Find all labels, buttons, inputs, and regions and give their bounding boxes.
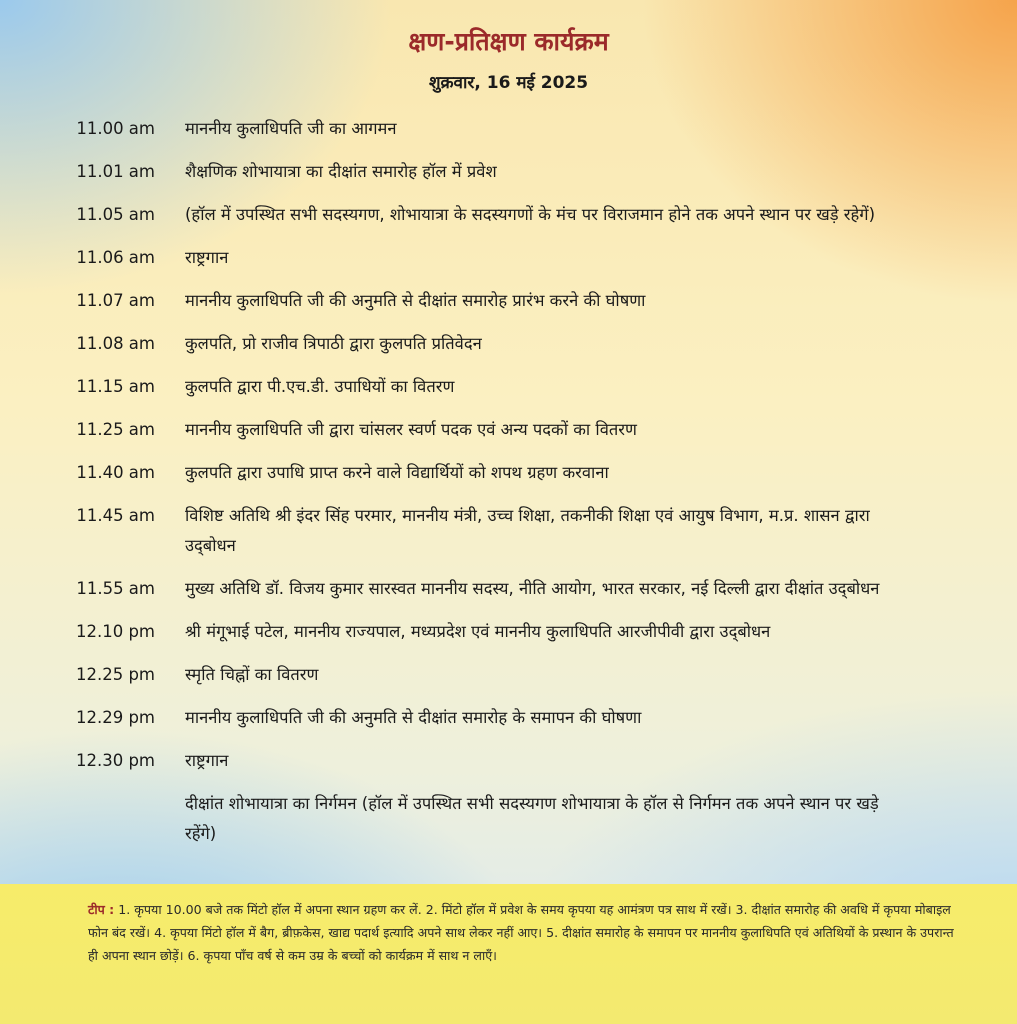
schedule-row <box>0 329 1017 359</box>
schedule-event: दीक्षांत शोभायात्रा का निर्गमन (हॉल में उपस्थित सभी सदस्यगण शोभायात्रा के हॉल से निर्गमन तक अपने स्थान पर खड़े रहेंगे) <box>185 794 879 843</box>
schedule-row <box>0 200 1017 230</box>
tips-text <box>88 898 956 967</box>
schedule-list <box>0 114 1017 862</box>
event-date: शुक्रवार, 16 मई 2025 <box>428 73 589 93</box>
schedule-time: 11.08 am <box>76 334 155 353</box>
schedule-event: श्री मंगूभाई पटेल, माननीय राज्यपाल, मध्यप्रदेश एवं माननीय कुलाधिपति आरजीपीवी द्वारा उद्‍बोधन <box>185 622 771 641</box>
schedule-row <box>0 243 1017 273</box>
schedule-row <box>0 501 1017 561</box>
schedule-row <box>0 415 1017 445</box>
schedule-event: कुलपति द्वारा पी.एच.डी. उपाधियों का वितरण <box>185 377 455 396</box>
schedule-time: 11.25 am <box>76 420 155 439</box>
schedule-time: 12.10 pm <box>75 622 155 641</box>
schedule-event: स्मृति चिह्नों का वितरण <box>185 665 319 684</box>
schedule-time: 11.07 am <box>76 291 155 310</box>
schedule-row <box>0 114 1017 144</box>
tips-box <box>0 884 1017 1024</box>
tips-body: 1. कृपया 10.00 बजे तक मिंटो हॉल में अपना स्थान ग्रहण कर लें. 2. मिंटो हॉल में प्रवेश के समय कृपया यह आमंत्रण पत्र साथ में रखें। 3. दीक्षांत समारोह की अवधि में कृपया मोबाइल फोन बंद रखें। 4. कृपया मिंटो हॉल में बैग, ब्रीफ़केस, खाद्य पदार्थ इत्यादि अपने साथ लेकर नहीं आए। 5. दीक्षांत समारोह के समापन पर माननीय कुलाधिपति एवं अतिथियों के प्रस्थान के उपरान्त ही अपना स्थान छोड़ें। 6. कृपया पाँच वर्ष से कम उम्र के बच्चों को कार्यक्रम में साथ न लाएँ। <box>88 902 954 963</box>
schedule-time: 11.45 am <box>76 506 155 525</box>
schedule-event: माननीय कुलाधिपति जी का आगमन <box>185 119 397 138</box>
schedule-row <box>0 660 1017 690</box>
page-title: क्षण-प्रतिक्षण कार्यक्रम <box>408 27 609 56</box>
schedule-event: विशिष्ट अतिथि श्री इंदर सिंह परमार, माननीय मंत्री, उच्च शिक्षा, तकनीकी शिक्षा एवं आयुष विभाग, म.प्र. शासन द्वारा उद्‍बोधन <box>185 506 870 555</box>
schedule-event: कुलपति, प्रो राजीव त्रिपाठी द्वारा कुलपति प्रतिवेदन <box>185 334 482 353</box>
schedule-row <box>0 703 1017 733</box>
schedule-time: 11.40 am <box>76 463 155 482</box>
schedule-time: 11.05 am <box>76 205 155 224</box>
schedule-event: राष्ट्रगान <box>185 248 229 267</box>
schedule-time: 12.25 pm <box>75 665 155 684</box>
schedule-event: कुलपति द्वारा उपाधि प्राप्त करने वाले विद्यार्थियों को शपथ ग्रहण करवाना <box>185 463 609 482</box>
schedule-row <box>0 286 1017 316</box>
schedule-event: माननीय कुलाधिपति जी की अनुमति से दीक्षांत समारोह प्रारंभ करने की घोषणा <box>185 291 646 310</box>
schedule-row <box>0 746 1017 776</box>
schedule-event: माननीय कुलाधिपति जी द्वारा चांसलर स्वर्ण पदक एवं अन्य पदकों का वितरण <box>185 420 637 439</box>
schedule-event: (हॉल में उपस्थित सभी सदस्यगण, शोभायात्रा के सदस्यगणों के मंच पर विराजमान होने तक अपने स्थान पर खड़े रहेगें) <box>185 205 876 224</box>
schedule-time: 12.30 pm <box>75 751 155 770</box>
schedule-time: 11.06 am <box>76 248 155 267</box>
schedule-row <box>0 157 1017 187</box>
schedule-time: 11.00 am <box>76 119 155 138</box>
schedule-event: शैक्षणिक शोभायात्रा का दीक्षांत समारोह हॉल में प्रवेश <box>185 162 497 181</box>
schedule-event: माननीय कुलाधिपति जी की अनुमति से दीक्षांत समारोह के समापन की घोषणा <box>185 708 642 727</box>
tips-label: टीप : <box>88 902 115 917</box>
schedule-time: 11.15 am <box>76 377 155 396</box>
schedule-row <box>0 458 1017 488</box>
schedule-event: राष्ट्रगान <box>185 751 229 770</box>
schedule-row <box>0 372 1017 402</box>
schedule-event: मुख्य अतिथि डॉ. विजय कुमार सारस्वत माननीय सदस्य, नीति आयोग, भारत सरकार, नई दिल्ली द्वारा दीक्षांत उद्‍बोधन <box>185 579 880 598</box>
schedule-row <box>0 789 1017 849</box>
schedule-time: 12.29 pm <box>75 708 155 727</box>
schedule-time: 11.01 am <box>76 162 155 181</box>
schedule-time: 11.55 am <box>76 579 155 598</box>
schedule-row <box>0 574 1017 604</box>
schedule-row <box>0 617 1017 647</box>
